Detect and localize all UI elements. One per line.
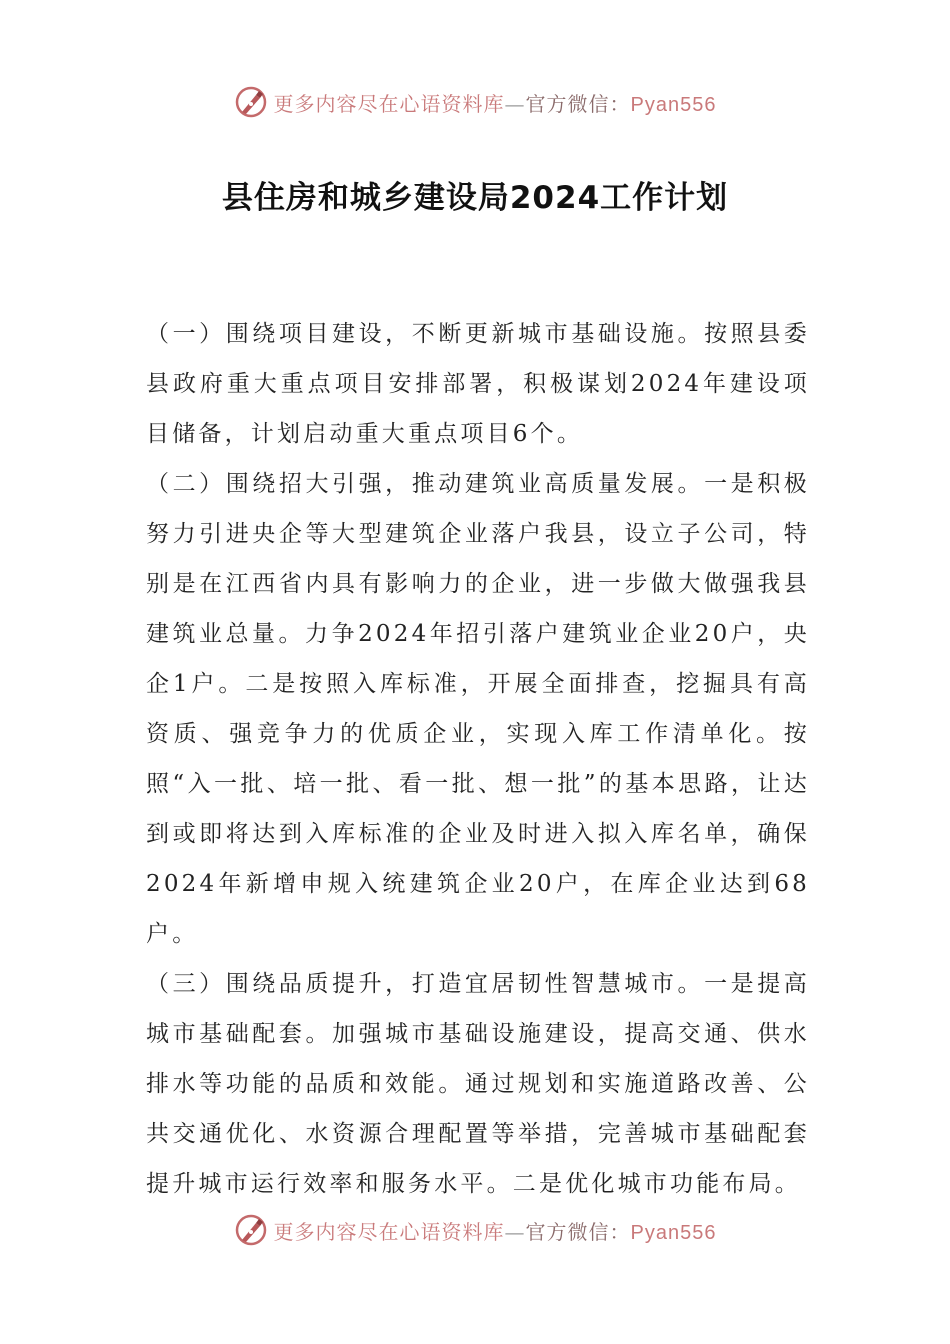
paragraph-3: （三）围绕品质提升，打造宜居韧性智慧城市。一是提高城市基础配套。加强城市基础设施建设，提高交通、供水排水等功能的品质和效能。通过规划和实施道路改善、公共交通优化、水资源合理配置等举措，完善城市基础配套提升城市运行效率和服务水平。二是优化城市功能布局。 — [146, 971, 810, 1197]
watermark-site-text: 更多内容尽在心语资料库 — [273, 91, 505, 116]
watermark-wechat-label: 官方微信： — [525, 1219, 631, 1244]
watermark-site-text: 更多内容尽在心语资料库 — [273, 1219, 505, 1244]
header-watermark — [0, 82, 950, 122]
watermark-wechat-label: 官方微信： — [525, 91, 631, 116]
watermark-text — [274, 1216, 717, 1245]
footer-watermark — [0, 1210, 950, 1250]
paragraph-1: （一）围绕项目建设，不断更新城市基础设施。按照县委县政府重大重点项目安排部署，积极谋划2024年建设项目储备，计划启动重大重点项目6个。 — [146, 321, 810, 447]
document-title: 县住房和城乡建设局2024工作计划 — [221, 180, 729, 216]
paragraph-2: （二）围绕招大引强，推动建筑业高质量发展。一是积极努力引进央企等大型建筑企业落户我县，设立子公司，特别是在江西省内具有影响力的企业，进一步做大做强我县建筑业总量。力争2024年招引落户建筑业企业20户，央企1户。二是按照入库标准，开展全面排查，挖掘具有高资质、强竞争力的优质企业，实现入库工作清单化。按照“入一批、培一批、看一批、想一批”的基本思路，让达到或即将达到入库标准的企业及时进入拟入库名单，确保2024年新增申规入统建筑企业20户，在库企业达到68户。 — [146, 471, 810, 947]
watermark-separator: — — [504, 91, 526, 116]
pen-nib-logo-icon — [234, 85, 268, 119]
watermark-wechat-id: Pyan556 — [630, 93, 717, 116]
document-body — [146, 309, 810, 1209]
watermark-text — [274, 88, 717, 117]
pen-nib-logo-icon — [234, 1213, 268, 1247]
watermark-separator: — — [504, 1219, 526, 1244]
watermark-wechat-id: Pyan556 — [630, 1221, 717, 1244]
